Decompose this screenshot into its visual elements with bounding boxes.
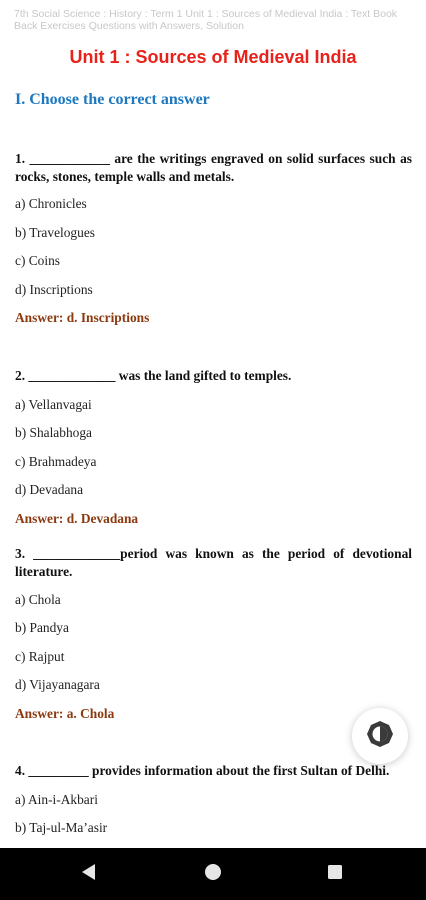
option-3d: d) Vijayanagara xyxy=(15,677,100,692)
option-2b: b) Shalabhoga xyxy=(15,425,92,440)
answer-3: Answer: a. Chola xyxy=(15,706,115,721)
brightness-toggle-button[interactable] xyxy=(352,708,408,764)
option-1b: b) Travelogues xyxy=(15,225,95,240)
option-4a: a) Ain-i-Akbari xyxy=(15,792,98,807)
question-3: 3. _____________period was known as the period of devotional literature. xyxy=(15,546,412,579)
back-triangle-icon xyxy=(79,862,99,887)
answer-2: Answer: d. Devadana xyxy=(15,511,139,526)
breadcrumb[interactable]: 7th Social Science : History : Term 1 Unit 1 : Sources of Medieval India : Text Book Back Exercises Questions with Answers, Solution xyxy=(14,8,398,32)
option-4b: b) Taj-ul-Ma’asir xyxy=(15,820,108,835)
question-2: 2. _____________ was the land gifted to temples. xyxy=(15,368,292,383)
system-nav-bar xyxy=(0,848,426,900)
home-button[interactable] xyxy=(201,862,225,886)
recents-button[interactable] xyxy=(323,862,347,886)
option-1a: a) Chronicles xyxy=(15,196,87,211)
option-1c: c) Coins xyxy=(15,253,61,268)
answer-1: Answer: d. Inscriptions xyxy=(15,310,150,325)
option-1d: d) Inscriptions xyxy=(15,282,93,297)
brightness-icon xyxy=(365,719,395,754)
page-title: Unit 1 : Sources of Medieval India xyxy=(69,47,357,67)
section-heading: I. Choose the correct answer xyxy=(15,91,210,108)
option-2d: d) Devadana xyxy=(15,482,84,497)
option-2a: a) Vellanvagai xyxy=(15,397,92,412)
question-4: 4. _________ provides information about the first Sultan of Delhi. xyxy=(15,763,390,778)
question-1: 1. ____________ are the writings engraved on solid surfaces such as rocks, stones, temple walls and metals. xyxy=(15,151,412,184)
option-3b: b) Pandya xyxy=(15,620,69,635)
home-circle-icon xyxy=(203,862,223,887)
option-3c: c) Rajput xyxy=(15,649,65,664)
recents-square-icon xyxy=(325,862,345,887)
back-button[interactable] xyxy=(77,862,101,886)
option-2c: c) Brahmadeya xyxy=(15,454,97,469)
option-3a: a) Chola xyxy=(15,592,61,607)
